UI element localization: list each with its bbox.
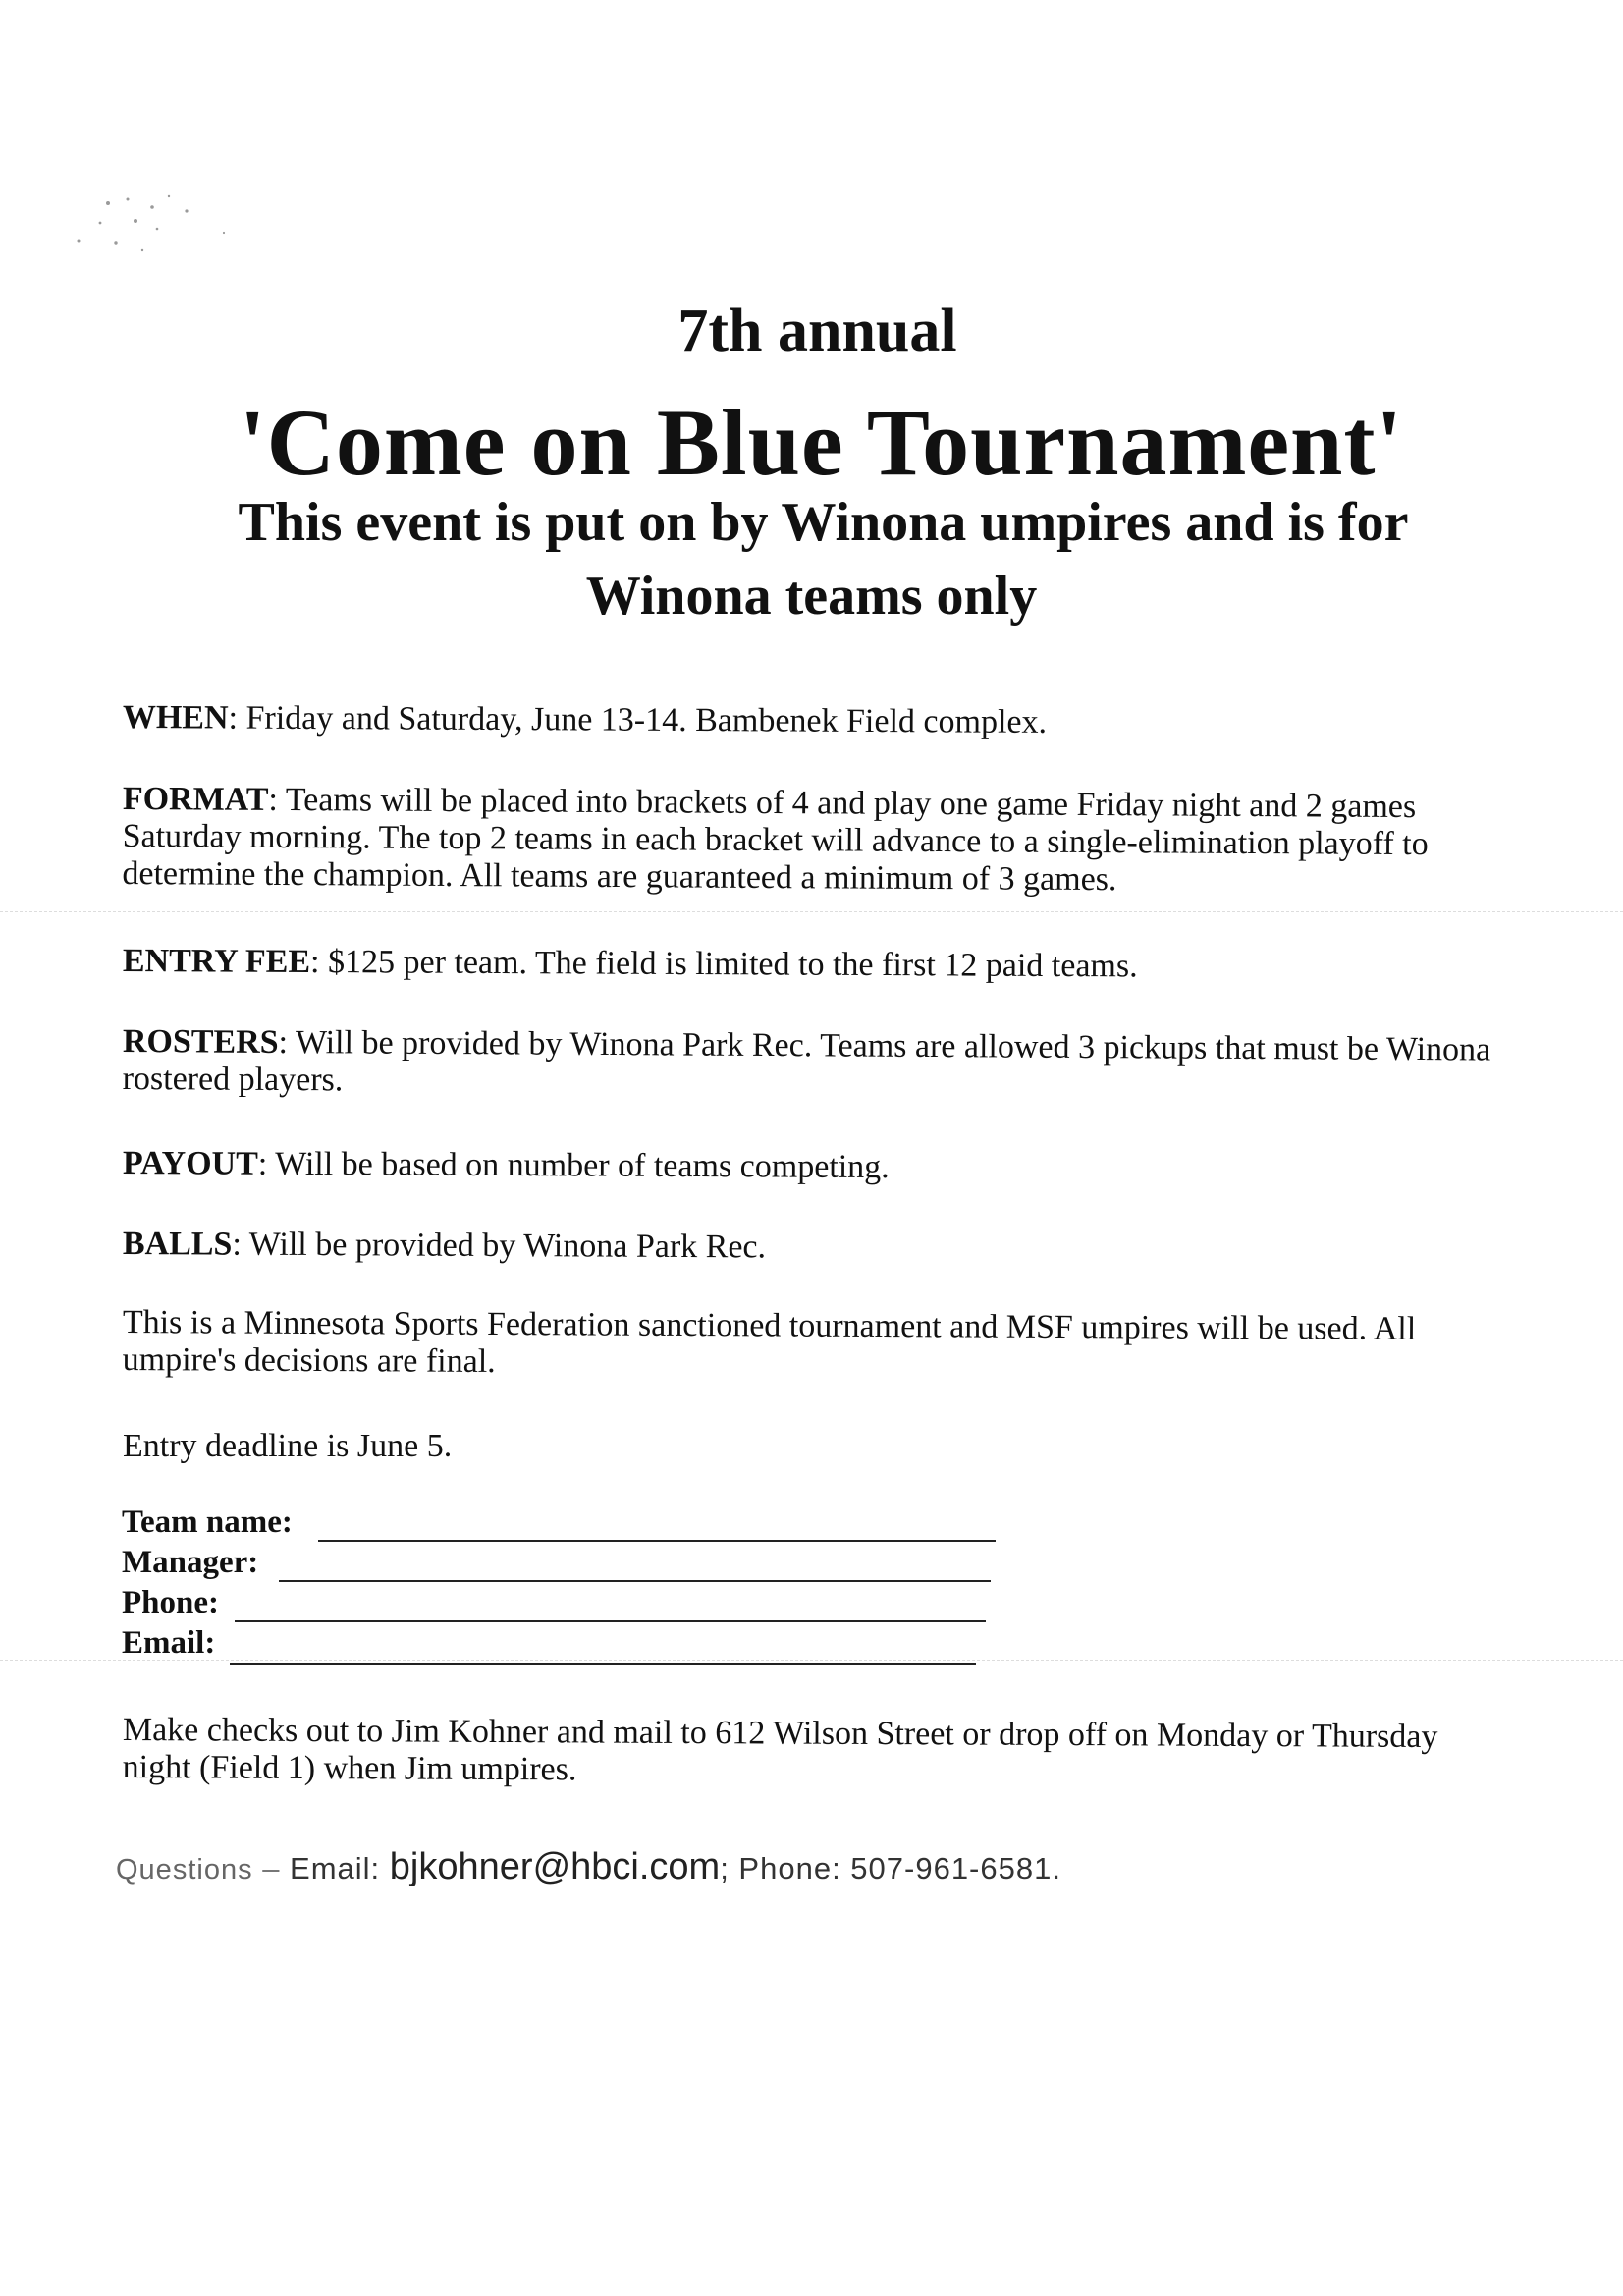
- payment-instructions: Make checks out to Jim Kohner and mail to 612 Wilson Street or drop off on Monday or Thursday night (Field 1) when Jim umpires.: [122, 1712, 1438, 1788]
- event-subtitle-line-1: This event is put on by Winona umpires and is for: [238, 492, 1409, 553]
- registration-form: [122, 1504, 1005, 1666]
- email-row: [122, 1625, 1005, 1666]
- entry-fee-label: ENTRY FEE: [122, 943, 311, 981]
- when-section: [123, 699, 1497, 743]
- email-field[interactable]: [230, 1663, 976, 1665]
- rosters-text: : Will be provided by Winona Park Rec. Teams are allowed 3 pickups that must be Winona rostered players.: [122, 1023, 1491, 1099]
- questions-dash: –: [252, 1851, 291, 1886]
- email-prefix: Email:: [290, 1851, 390, 1886]
- questions-label: Questions: [116, 1854, 253, 1886]
- entry-fee-text: : $125 per team. The field is limited to the first 12 paid teams.: [309, 944, 1138, 985]
- msf-note: This is a Minnesota Sports Federation sanctioned tournament and MSF umpires will be used. All umpire's decisions are final.: [122, 1304, 1417, 1380]
- rosters-section: [123, 1023, 1497, 1107]
- when-label: WHEN: [122, 699, 229, 737]
- event-edition: 7th annual: [677, 298, 957, 364]
- phone-row: [122, 1585, 1005, 1625]
- team-name-field[interactable]: [318, 1540, 996, 1542]
- payout-label: PAYOUT: [122, 1145, 258, 1182]
- scan-specks: [39, 182, 255, 280]
- contact-line: [116, 1846, 1061, 1888]
- balls-text: : Will be provided by Winona Park Rec.: [232, 1226, 767, 1266]
- balls-section: [123, 1226, 1497, 1270]
- contact-phone: ; Phone: 507-961-6581.: [720, 1851, 1061, 1886]
- scan-artifact-line: [0, 911, 1623, 912]
- team-name-row: [122, 1504, 1005, 1545]
- rosters-label: ROSTERS: [122, 1023, 279, 1061]
- format-label: FORMAT: [122, 781, 269, 818]
- payout-section: [123, 1145, 1497, 1189]
- team-name-label: Team name:: [122, 1504, 293, 1540]
- format-section: [122, 781, 1497, 902]
- when-text: : Friday and Saturday, June 13-14. Bambenek Field complex.: [228, 699, 1048, 740]
- event-subtitle-line-2: Winona teams only: [585, 566, 1038, 627]
- entry-deadline: Entry deadline is June 5.: [123, 1428, 453, 1464]
- format-text: : Teams will be placed into brackets of 4 and play one game Friday night and 2 games Saturday morning. The top 2 teams in each bracket will advance to a single-elimination playoff to determine the champion. All teams are guaranteed a minimum of 3 games.: [122, 781, 1429, 899]
- event-title: 'Come on Blue Tournament': [239, 390, 1404, 495]
- entry-fee-section: [123, 943, 1497, 987]
- email-label: Email:: [122, 1625, 216, 1661]
- manager-label: Manager:: [122, 1545, 259, 1580]
- phone-label: Phone:: [122, 1585, 219, 1620]
- payout-text: : Will be based on number of teams competing.: [257, 1145, 890, 1186]
- phone-field[interactable]: [235, 1620, 986, 1622]
- manager-field[interactable]: [279, 1580, 991, 1582]
- contact-email[interactable]: bjkohner@hbci.com: [389, 1846, 721, 1887]
- manager-row: [122, 1545, 1005, 1585]
- balls-label: BALLS: [122, 1226, 233, 1263]
